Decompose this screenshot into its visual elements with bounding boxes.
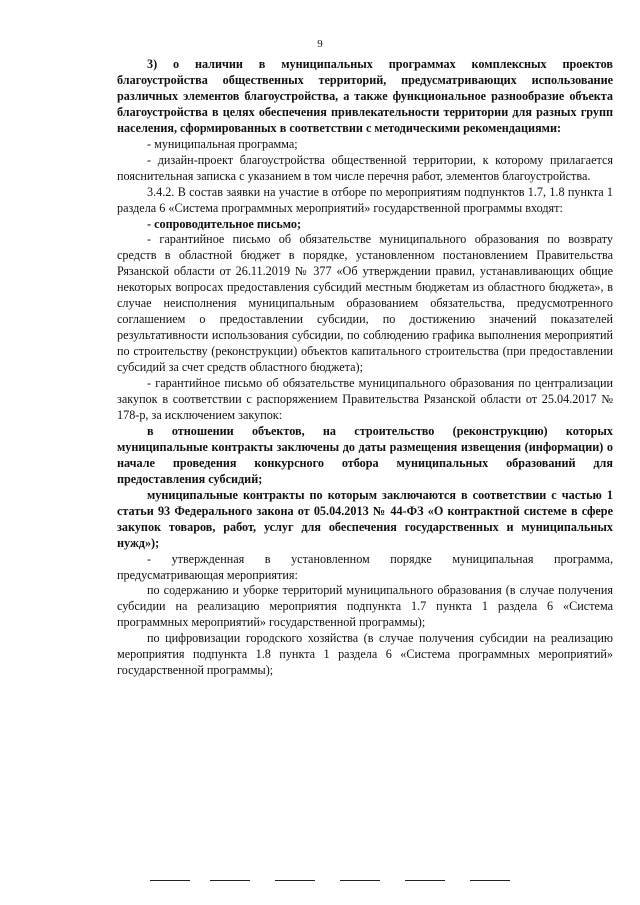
paragraph-10: - утвержденная в установленном порядке муниципальная программа, предусматривающая мероприятия:	[117, 551, 613, 582]
paragraph-11: по содержанию и уборке территорий муниципального образования (в случае получения субсидии на реализацию мероприятия подпункта 1.7 пункта 1 раздела 6 «Система программных мероприятий» государственной программы);	[117, 583, 613, 630]
paragraph-4: 3.4.2. В состав заявки на участие в отборе по мероприятиям подпунктов 1.7, 1.8 пункта 1 раздела 6 «Система программных мероприятий» государственной программы входят:	[117, 184, 613, 215]
document-body	[117, 57, 613, 679]
paragraph-3: - дизайн-проект благоустройства общественной территории, к которому прилагается пояснительная записка с указанием в том числе перечня работ, элементов благоустройства.	[117, 152, 613, 183]
paragraph-12: по цифровизации городского хозяйства (в случае получения субсидии на реализацию мероприятия подпункта 1.8 пункта 1 раздела 6 «Система программных мероприятий» государственной программы);	[117, 631, 613, 678]
paragraph-7: - гарантийное письмо об обязательстве муниципального образования по централизации закупок в соответствии с распоряжением Правительства Рязанской области от 25.04.2017 № 178-р, за исключением закупок:	[117, 376, 613, 422]
paragraph-9: муниципальные контракты по которым заключаются в соответствии с частью 1 статьи 93 Федерального закона от 05.04.2013 № 44-ФЗ «О контрактной системе в сфере закупок товаров, работ, услуг для обеспечения государственных и муниципальных нужд»);	[117, 487, 613, 550]
page-number: 9	[317, 38, 323, 50]
paragraph-1: 3) о наличии в муниципальных программах комплексных проектов благоустройства общественных территорий, предусматривающих использование различных элементов благоустройства, а также функциональное разнообразие объекта благоустройства в целях обеспечения привлекательности территории для разных групп населения, сформированных в соответствии с методическими рекомендациями:	[117, 57, 613, 135]
paragraph-2: - муниципальная программа;	[147, 136, 298, 151]
footer-rule	[150, 880, 570, 882]
paragraph-5: - сопроводительное письмо;	[147, 216, 302, 231]
paragraph-8: в отношении объектов, на строительство (реконструкцию) которых муниципальные контракты заключены до даты размещения извещения (информации) о начале проведения конкурсного отбора муниципальных образований для предоставления субсидий;	[117, 423, 613, 486]
paragraph-6: - гарантийное письмо об обязательстве муниципального образования по возврату средств в областной бюджет в порядке, установленном постановлением Правительства Рязанской области от 26.11.2019 № 377 «Об утверждении правил, устанавливающих общие некоторых вопросах предоставления субсидий местным бюджетам из областного бюджета», в случае неисполнения муниципальным образованием обязательства, предусмотренного соглашением о предоставлении субсидии, по достижению значений показателей результативности использования субсидии, по соблюдению графика выполнения мероприятий по строительству (реконструкции) объектов капитального строительства (при предоставлении субсидий за счет средств областного бюджета);	[117, 232, 613, 375]
